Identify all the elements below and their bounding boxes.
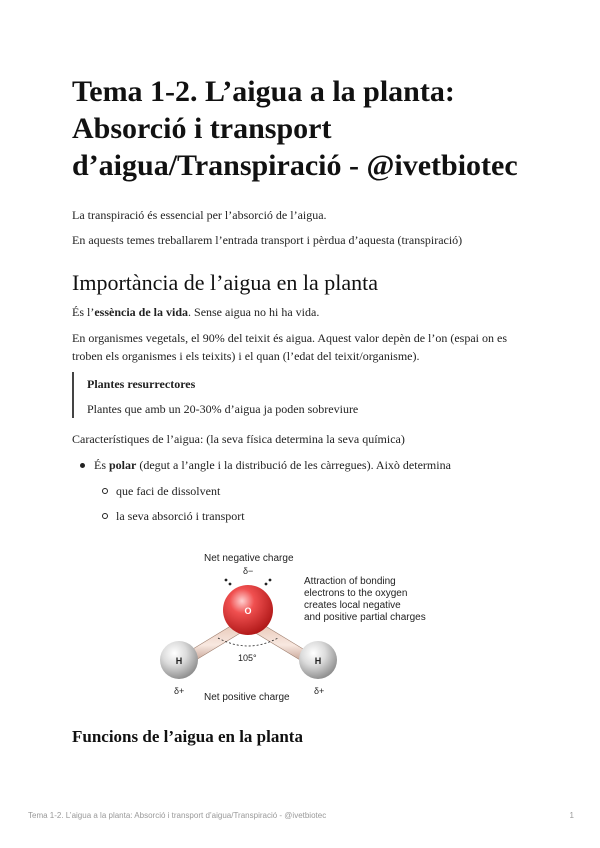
quote-title: Plantes resurrectores [87,377,196,391]
essence-paragraph [72,303,319,321]
delta-plus-left: δ+ [174,686,185,696]
sub-bullet-circle [102,513,108,519]
delta-minus-label: δ− [243,566,254,576]
polar-post: (degut a l’angle i la distribució de les càrregues). Això determina [136,458,451,472]
page-number: 1 [569,811,574,820]
section-heading-importance: Importància de l’aigua en la planta [72,270,379,295]
quote-text: Plantes que amb un 20-30% d’aigua ja poden sobreviure [87,402,359,416]
section-heading-functions: Funcions de l’aigua en la planta [72,727,303,746]
polar-bullet [94,456,451,474]
intro-paragraph-1: La transpiració és essencial per l’absorció de l’aigua. [72,208,327,222]
hydrogen-label-left: H [175,656,183,666]
footer-title: Tema 1-2. L’aigua a la planta: Absorció i transport d’aigua/Transpiració - @ivetbiotec [28,811,327,820]
net-positive-label: Net positive charge [204,692,290,703]
intro-paragraph-2: En aquests temes treballarem l’entrada transport i pèrdua d’aquesta (transpiració) [72,233,463,247]
bullet-dot [80,463,85,468]
sub-bullet-circle [102,488,108,494]
angle-label: 105° [238,653,257,663]
water-molecule-figure [86,546,446,714]
hydrogen-label-right: H [314,656,322,666]
resurrection-plants-quote [72,372,514,418]
attraction-line-2: electrons to the oxygen [304,588,408,599]
organisms-paragraph: En organismes vegetals, el 90% del teixit és aigua. Aquest valor depèn de l’on (espai on es troben els organismes i els teixits) i el quan (l’edat del teixit/organisme). [72,331,507,363]
sub-bullet-solvent: que faci de dissolvent [116,484,221,498]
oxygen-label: O [244,606,252,616]
essence-post: . Sense aigua no hi ha vida. [188,305,320,319]
sub-bullet-transport: la seva absorció i transport [116,509,245,523]
page-footer [28,811,574,825]
polar-bold: polar [109,458,137,472]
polar-pre: És [94,458,109,472]
page-title: Tema 1-2. L’aigua a la planta: Absorció i transport d’aigua/Transpiració - @ivetbiotec [72,75,518,182]
net-negative-label: Net negative charge [204,553,294,564]
attraction-line-1: Attraction of bonding [304,576,396,587]
characteristics-paragraph: Característiques de l’aigua: (la seva física determina la seva química) [72,432,405,446]
attraction-line-4: and positive partial charges [304,612,426,623]
delta-plus-right: δ+ [314,686,325,696]
essence-pre: És l’ [72,305,95,319]
essence-bold: essència de la vida [94,305,189,319]
attraction-line-3: creates local negative [304,600,401,611]
